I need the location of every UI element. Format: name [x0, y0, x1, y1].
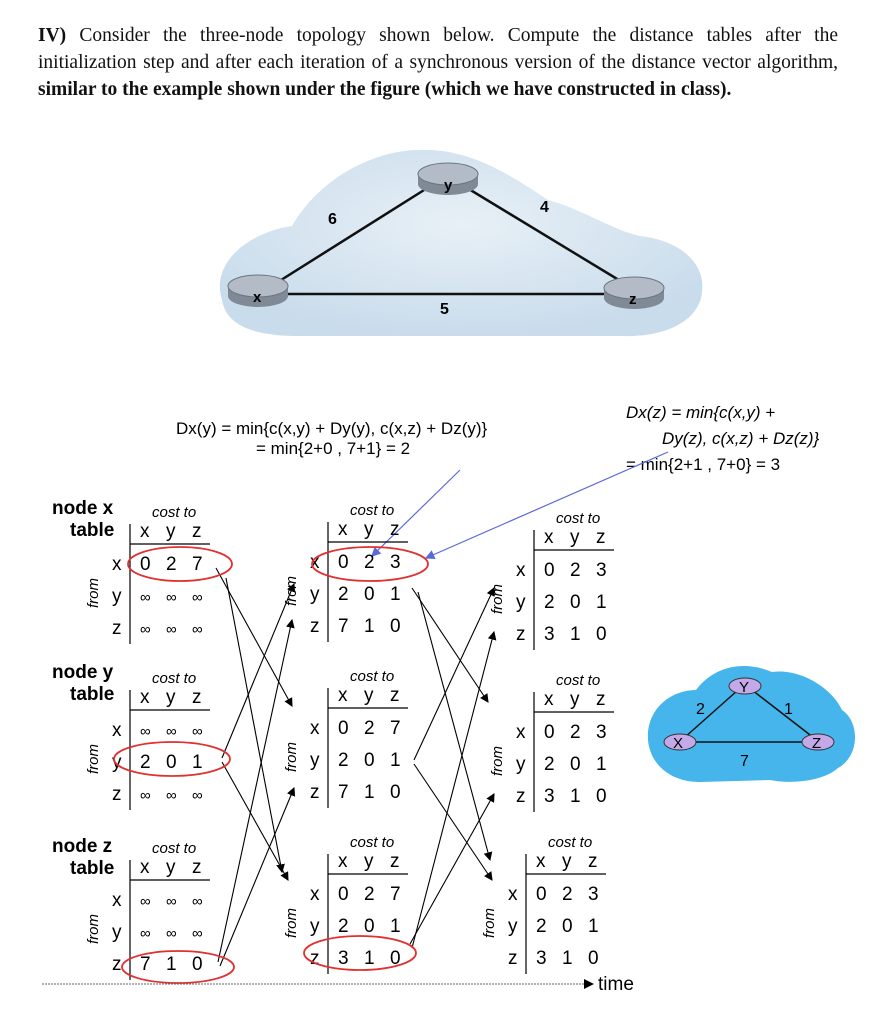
table-from-label: from: [283, 742, 300, 772]
table-cell: 0: [536, 884, 547, 905]
table-row-header: z: [310, 616, 320, 637]
table-cost-to-label: cost to: [152, 504, 197, 521]
example-cost-xy: 2: [696, 701, 705, 718]
table-cell: 2: [338, 750, 349, 771]
formula-dxy-1: Dx(y) = min{c(x,y) + Dy(y), c(x,z) + Dz(y)}: [176, 419, 488, 438]
table-from-label: from: [489, 584, 506, 614]
table-cell: 0: [570, 754, 581, 775]
table-from-label: from: [85, 578, 102, 608]
table-cell: 2: [570, 560, 581, 581]
table-column-header: y: [364, 851, 374, 872]
table-cost-to-label: cost to: [548, 834, 593, 851]
table-row-header: x: [516, 722, 526, 743]
node-labels: [52, 498, 114, 879]
table-cell: 1: [192, 752, 203, 773]
table-cell: 3: [588, 884, 599, 905]
table-cell: 0: [390, 948, 401, 969]
table-row-header: z: [508, 948, 518, 969]
table-column-header: y: [570, 527, 580, 548]
table-cell: 7: [338, 616, 349, 637]
table-cell: 2: [544, 754, 555, 775]
table-cell: 0: [338, 552, 349, 573]
table-row-header: y: [112, 752, 122, 773]
table-cell: 0: [338, 718, 349, 739]
table-cost-to-label: cost to: [350, 502, 395, 519]
table-cell: 1: [364, 782, 375, 803]
question-label: IV): [38, 25, 67, 46]
table-cost-to-label: cost to: [152, 670, 197, 687]
table-cell: ∞: [140, 893, 151, 910]
node-x-label: node x: [52, 498, 114, 519]
table-cell: 7: [140, 954, 151, 975]
table-cell: 2: [166, 554, 177, 575]
table-column-header: y: [166, 857, 176, 878]
table-column-header: x: [544, 689, 554, 710]
table-row-header: z: [112, 618, 122, 639]
table-cell: ∞: [192, 787, 203, 804]
table-cell: ∞: [192, 893, 203, 910]
table-cell: ∞: [192, 925, 203, 942]
formula-dxz-1: Dx(z) = min{c(x,y) +: [626, 403, 776, 422]
table-cell: ∞: [140, 589, 151, 606]
topology-figure: [220, 150, 703, 336]
table-cell: 7: [390, 718, 401, 739]
table-cell: ∞: [140, 787, 151, 804]
table-cost-to-label: cost to: [350, 668, 395, 685]
table-cell: 1: [596, 592, 607, 613]
table-column-header: x: [140, 857, 150, 878]
table-cell: 0: [544, 722, 555, 743]
table-row-header: x: [310, 552, 320, 573]
message-arrows: [216, 568, 494, 966]
table-cell: 0: [166, 752, 177, 773]
table-cell: 1: [588, 916, 599, 937]
table-column-header: x: [338, 685, 348, 706]
edge-x-z-cost: 5: [440, 301, 449, 318]
table-cell: 0: [364, 584, 375, 605]
table-cell: ∞: [140, 723, 151, 740]
table-from-label: from: [283, 908, 300, 938]
table-cell: 7: [338, 782, 349, 803]
table-column-header: z: [192, 857, 202, 878]
table-row-header: y: [310, 750, 320, 771]
table-cell: ∞: [192, 723, 203, 740]
table-column-header: x: [338, 851, 348, 872]
table-cell: 0: [390, 616, 401, 637]
example-node-z: Z: [812, 735, 822, 752]
table-cell: 1: [390, 750, 401, 771]
question-bold: similar to the example shown under the figure (which we have constructed in class).: [38, 79, 732, 100]
distance-tables: [85, 502, 614, 980]
example-topology: [648, 666, 855, 782]
table-cell: 1: [596, 754, 607, 775]
table-cell: 2: [364, 884, 375, 905]
table-cell: 0: [544, 560, 555, 581]
table-row-header: y: [310, 916, 320, 937]
table-cell: 2: [570, 722, 581, 743]
table-column-header: x: [140, 521, 150, 542]
table-cell: 2: [338, 584, 349, 605]
table-row-header: y: [310, 584, 320, 605]
table-cell: 1: [390, 916, 401, 937]
table-column-header: y: [364, 519, 374, 540]
table-cell: 1: [562, 948, 573, 969]
table-cell: 7: [390, 884, 401, 905]
table-cell: 3: [596, 560, 607, 581]
table-column-header: x: [140, 687, 150, 708]
question-body: Consider the three-node topology shown below. Compute the distance tables after the initialization step and after each iteration of a synchronous version of the distance vector algorithm,: [38, 25, 839, 73]
table-cell: 3: [544, 624, 555, 645]
table-cell: 2: [364, 718, 375, 739]
example-node-x: X: [673, 735, 684, 752]
table-cell: 3: [536, 948, 547, 969]
router-y-label: y: [444, 177, 453, 194]
table-cell: 0: [140, 554, 151, 575]
table-cell: 2: [536, 916, 547, 937]
table-row-header: x: [508, 884, 518, 905]
table-cell: 2: [338, 916, 349, 937]
table-cell: ∞: [166, 723, 177, 740]
table-row-header: x: [310, 884, 320, 905]
node-y-label: node y: [52, 662, 114, 683]
table-column-header: x: [338, 519, 348, 540]
table-cell: 0: [338, 884, 349, 905]
table-cell: 0: [596, 786, 607, 807]
table-column-header: y: [570, 689, 580, 710]
table-cell: ∞: [166, 621, 177, 638]
table-row-header: x: [516, 560, 526, 581]
table-column-header: z: [596, 689, 606, 710]
table-cell: 1: [390, 584, 401, 605]
table-row-header: x: [112, 890, 122, 911]
table-column-header: x: [544, 527, 554, 548]
table-row-header: x: [112, 554, 122, 575]
example-node-y: Y: [739, 679, 750, 696]
node-y-table-label: table: [70, 684, 115, 705]
table-cell: 7: [192, 554, 203, 575]
table-column-header: z: [390, 519, 400, 540]
table-row-header: z: [112, 784, 122, 805]
table-row-header: y: [516, 592, 526, 613]
table-row-header: z: [310, 782, 320, 803]
table-cell: 3: [596, 722, 607, 743]
router-z-label: z: [629, 291, 637, 308]
table-cell: 1: [364, 616, 375, 637]
table-row-header: y: [112, 922, 122, 943]
table-cell: 0: [192, 954, 203, 975]
table-column-header: z: [596, 527, 606, 548]
table-cell: ∞: [192, 589, 203, 606]
table-cost-to-label: cost to: [556, 672, 601, 689]
router-x-label: x: [253, 289, 262, 306]
edge-y-z-cost: 4: [540, 199, 549, 216]
table-cell: 1: [364, 948, 375, 969]
table-cell: ∞: [166, 787, 177, 804]
example-cost-yz: 1: [784, 701, 793, 718]
table-cell: 0: [570, 592, 581, 613]
table-column-header: y: [166, 687, 176, 708]
router-z: [604, 277, 664, 309]
example-cost-xz: 7: [740, 753, 749, 770]
table-cost-to-label: cost to: [350, 834, 395, 851]
table-cell: 0: [562, 916, 573, 937]
table-from-label: from: [481, 908, 498, 938]
table-column-header: z: [192, 521, 202, 542]
table-cell: 3: [338, 948, 349, 969]
table-cell: 1: [570, 624, 581, 645]
node-z-table-label: table: [70, 858, 115, 879]
table-cell: ∞: [140, 621, 151, 638]
router-x: [228, 275, 288, 307]
edge-x-y-cost: 6: [328, 211, 337, 228]
node-z-label: node z: [52, 836, 113, 857]
table-cell: ∞: [140, 925, 151, 942]
table-cell: 0: [596, 624, 607, 645]
time-label: time: [598, 974, 634, 995]
table-cell: 0: [364, 750, 375, 771]
table-cell: 2: [562, 884, 573, 905]
table-row-header: y: [112, 586, 122, 607]
table-cost-to-label: cost to: [556, 510, 601, 527]
table-cell: ∞: [166, 893, 177, 910]
table-cell: 2: [364, 552, 375, 573]
table-cell: 2: [544, 592, 555, 613]
table-cell: 0: [588, 948, 599, 969]
table-cell: ∞: [166, 925, 177, 942]
table-column-header: y: [364, 685, 374, 706]
table-cell: 3: [544, 786, 555, 807]
table-column-header: z: [390, 685, 400, 706]
table-cell: 0: [364, 916, 375, 937]
table-column-header: y: [562, 851, 572, 872]
table-from-label: from: [85, 744, 102, 774]
table-from-label: from: [85, 914, 102, 944]
table-row-header: z: [112, 954, 122, 975]
table-column-header: z: [588, 851, 598, 872]
router-y: [418, 163, 478, 195]
table-row-header: x: [310, 718, 320, 739]
table-row-header: z: [516, 786, 526, 807]
table-row-header: x: [112, 720, 122, 741]
table-cell: 0: [390, 782, 401, 803]
table-cell: ∞: [166, 589, 177, 606]
table-column-header: z: [192, 687, 202, 708]
table-cell: 1: [570, 786, 581, 807]
table-from-label: from: [283, 576, 300, 606]
formulas: [176, 403, 820, 474]
table-row-header: z: [310, 948, 320, 969]
formula-dxz-2: Dy(z), c(x,z) + Dz(z)}: [662, 429, 820, 448]
table-cell: ∞: [192, 621, 203, 638]
table-cell: 1: [166, 954, 177, 975]
table-from-label: from: [489, 746, 506, 776]
formula-dxy-2: = min{2+0 , 7+1} = 2: [256, 439, 411, 458]
table-row-header: y: [516, 754, 526, 775]
formula-dxz-3: = min{2+1 , 7+0} = 3: [626, 455, 781, 474]
table-column-header: z: [390, 851, 400, 872]
table-column-header: y: [166, 521, 176, 542]
highlight-circles: [114, 547, 428, 983]
table-cell: 3: [390, 552, 401, 573]
table-row-header: y: [508, 916, 518, 937]
node-x-table-label: table: [70, 520, 115, 541]
table-cost-to-label: cost to: [152, 840, 197, 857]
table-column-header: x: [536, 851, 546, 872]
table-row-header: z: [516, 624, 526, 645]
table-cell: 2: [140, 752, 151, 773]
